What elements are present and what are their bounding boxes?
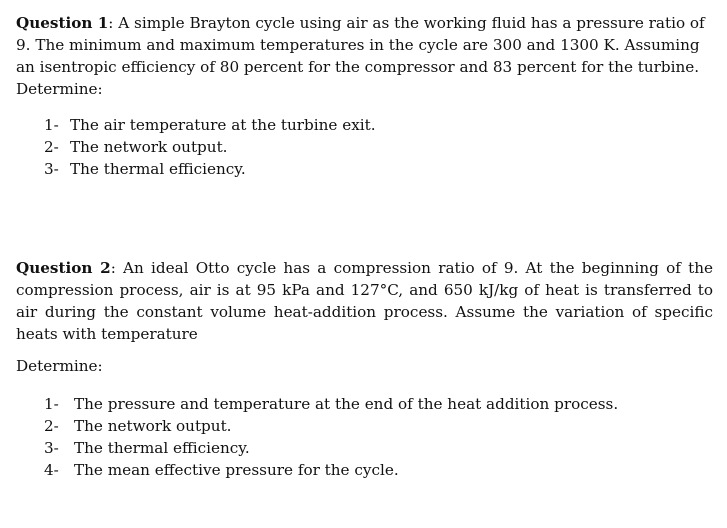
question-2: [16, 257, 713, 481]
list-item: [44, 415, 713, 437]
list-item-number: 4-: [44, 461, 59, 479]
list-item: [44, 459, 713, 481]
list-item-text: The network output.: [74, 417, 232, 435]
list-item: [44, 437, 713, 459]
list-item-number: 1-: [44, 395, 59, 413]
list-item-number: 3-: [44, 160, 59, 178]
list-item-text: The mean effective pressure for the cycle.: [74, 461, 399, 479]
list-item: [44, 114, 713, 136]
list-item-text: The air temperature at the turbine exit.: [70, 116, 376, 134]
question-2-label: Question 2: [16, 259, 111, 277]
list-item: [44, 393, 713, 415]
question-1: [16, 12, 713, 180]
list-item-text: The thermal efficiency.: [74, 439, 250, 457]
list-item-number: 2-: [44, 417, 59, 435]
list-item-number: 3-: [44, 439, 59, 457]
question-2-determine: Determine:: [16, 357, 103, 375]
list-item-text: The pressure and temperature at the end of the heat addition process.: [74, 395, 619, 413]
question-1-list: [16, 114, 713, 180]
list-item-text: The network output.: [70, 138, 228, 156]
list-item-number: 1-: [44, 116, 59, 134]
list-item-number: 2-: [44, 138, 59, 156]
list-item: [44, 158, 713, 180]
question-1-statement: [16, 12, 713, 100]
list-item-text: The thermal efficiency.: [70, 160, 246, 178]
question-1-text: : A simple Brayton cycle using air as the working fluid has a pressure ratio of 9. The minimum and maximum temperatures in the cycle are 300 and 1300 K. Assuming an isentropic efficiency of 80 percent for the compressor and 83 percent for the turbine. Determine:: [16, 14, 705, 98]
question-2-text: : An ideal Otto cycle has a compression ratio of 9. At the beginning of the compression process, air is at 95 kPa and 127°C, and 650 kJ/kg of heat is transferred to air during the constant volume heat-addition process. Assume the variation of specific heats with temperature: [16, 259, 713, 343]
list-item: [44, 136, 713, 158]
question-2-statement: [16, 257, 713, 345]
question-2-list: [16, 393, 713, 481]
question-1-label: Question 1: [16, 14, 109, 32]
